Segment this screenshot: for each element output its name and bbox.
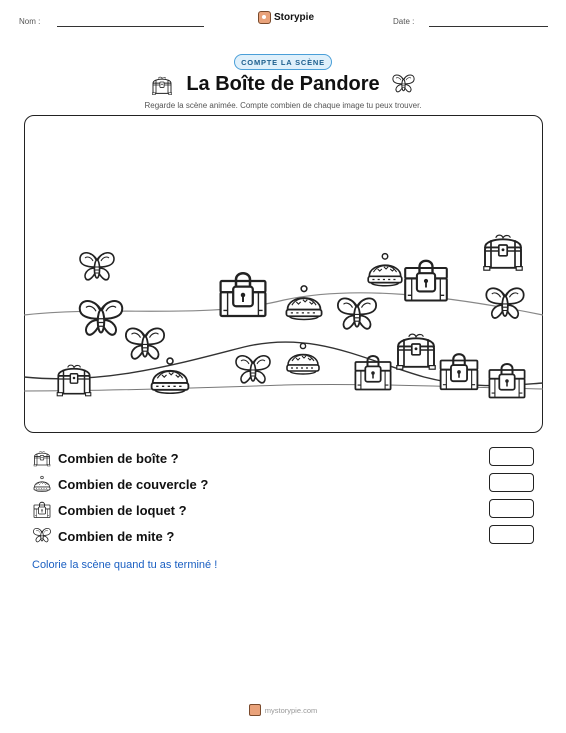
padlock-box-icon xyxy=(489,363,524,397)
brand xyxy=(258,11,314,24)
date-line[interactable] xyxy=(429,26,548,27)
dome-lid-icon xyxy=(286,285,321,319)
padlock-box-icon xyxy=(440,354,477,389)
butterfly-icon xyxy=(79,300,122,334)
butterfly-icon xyxy=(80,252,114,279)
brand-name: Storypie xyxy=(274,12,315,23)
question-label: Combien de boîte ? xyxy=(58,450,179,466)
storypie-logo-icon xyxy=(249,704,261,716)
name-line[interactable] xyxy=(57,26,204,27)
page-subtitle: Regarde la scène animée. Compte combien de chaque image tu peux trouver. xyxy=(144,101,422,110)
footer xyxy=(0,704,566,716)
page-title: La Boîte de Pandore xyxy=(186,73,380,95)
answer-box-dome[interactable] xyxy=(489,473,534,492)
butterfly-icon xyxy=(236,355,270,382)
dome-lid-icon xyxy=(32,474,52,494)
answer-box-padlock[interactable] xyxy=(489,499,534,518)
question-label: Combien de couvercle ? xyxy=(58,476,209,492)
question-row-butterfly xyxy=(32,525,174,547)
footer-url[interactable]: mystorypie.com xyxy=(264,705,318,715)
question-label: Combien de mite ? xyxy=(58,528,175,544)
question-label: Combien de loquet ? xyxy=(58,502,187,518)
padlock-box-icon xyxy=(220,273,265,316)
activity-badge: COMPTE LA SCÈNE xyxy=(234,54,332,70)
butterfly-icon xyxy=(32,526,52,546)
question-row-padlock xyxy=(32,499,187,521)
name-label: Nom : xyxy=(19,17,41,26)
storypie-logo-icon xyxy=(258,11,271,24)
chest-icon xyxy=(32,448,52,468)
dome-lid-icon xyxy=(368,253,402,285)
butterfly-icon xyxy=(391,72,416,97)
answer-box-chest[interactable] xyxy=(489,447,534,466)
padlock-box-icon xyxy=(32,500,52,520)
coloring-instruction: Colorie la scène quand tu as terminé ! xyxy=(32,559,218,571)
chest-icon xyxy=(483,235,521,270)
padlock-box-icon xyxy=(355,355,390,389)
question-row-dome xyxy=(32,473,208,495)
answer-box-butterfly[interactable] xyxy=(489,525,534,544)
butterfly-icon xyxy=(337,298,375,328)
chest-icon xyxy=(396,334,434,369)
question-row-chest xyxy=(32,447,179,469)
dome-lid-icon xyxy=(151,358,188,393)
scene-drawing xyxy=(24,115,543,433)
scene-frame xyxy=(24,115,543,433)
padlock-box-icon xyxy=(405,260,447,300)
butterfly-icon xyxy=(125,328,163,358)
chest-icon xyxy=(57,365,91,396)
butterfly-icon xyxy=(486,288,523,318)
dome-lid-icon xyxy=(287,343,319,374)
date-label: Date : xyxy=(393,17,415,26)
